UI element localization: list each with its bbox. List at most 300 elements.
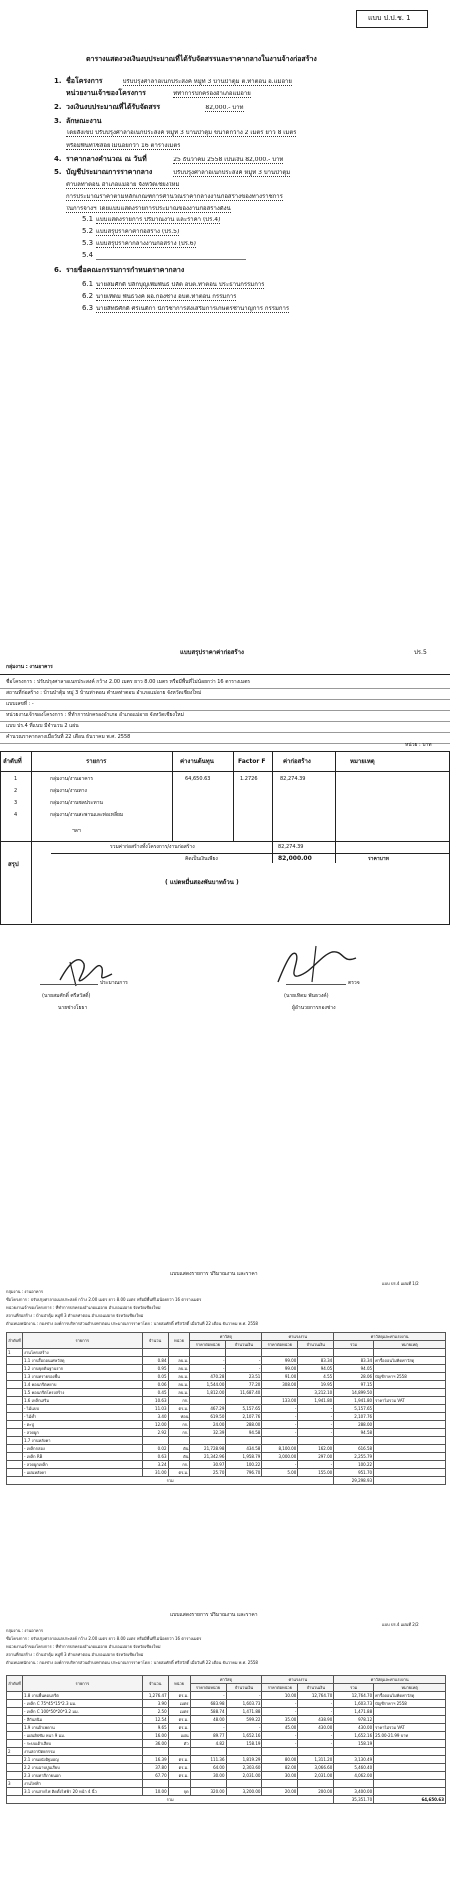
th-item: รายการ <box>86 758 107 765</box>
item-label: ชื่อโครงการ <box>66 77 103 85</box>
table-cell <box>374 1389 446 1397</box>
item-label: 5.1 <box>82 215 94 223</box>
table-cell: 0.05 <box>142 1373 168 1381</box>
table-row <box>7 1692 446 1700</box>
th-note: หมายเหตุ <box>350 758 375 765</box>
table-row <box>7 1397 446 1405</box>
table-cell: งานสถาปัตยกรรม <box>22 1748 142 1756</box>
table-cell: 83.34 <box>334 1357 374 1365</box>
table-row <box>7 1700 446 1708</box>
table-cell: 1,812.00 <box>190 1389 226 1397</box>
table-cell <box>374 1365 446 1373</box>
table-cell: 1,819.29 <box>226 1756 262 1764</box>
table-cell: 94.05 <box>334 1365 374 1373</box>
meta-line: ชื่อโครงการ : ปรับปรุงศาลาอเนกประสงค์ กว้าง 2.00 เมตร ยาว 8.00 เมตร หรือมีพื้นที่ไม่น้อยกว่า 16 ตารางเมตร <box>6 679 251 685</box>
table-cell: ตร.ม. <box>168 1756 190 1764</box>
table-row <box>7 1716 446 1724</box>
page-title: แบบแสดงรายการ ปริมาณงาน และราคา <box>170 1271 258 1277</box>
table-cell: 308.00 <box>262 1381 298 1389</box>
table-cell: ตร.ม. <box>168 1772 190 1780</box>
table-cell: 83.34 <box>298 1357 334 1365</box>
table-cell: 2.1 งานผนังอิฐมอญ <box>22 1756 142 1764</box>
table-cell <box>374 1349 446 1357</box>
table-cell: 3,212.10 <box>298 1389 334 1397</box>
table-cell: 35.00 <box>262 1716 298 1724</box>
table-cell <box>7 1732 23 1740</box>
table-cell: ลบ.ม. <box>168 1373 190 1381</box>
table-row <box>7 1429 446 1437</box>
table-cell: ตร.ม. <box>168 1692 190 1700</box>
table-cell <box>374 1748 446 1756</box>
table-header: ค่าวัสดุและค่าแรงงาน <box>334 1333 446 1341</box>
table-cell: 12.54 <box>142 1716 168 1724</box>
table-cell: - <box>298 1405 334 1413</box>
item4-sub: ฯลฯ <box>72 828 81 834</box>
table-cell: 3,200.00 <box>226 1788 262 1796</box>
table-cell <box>190 1397 226 1405</box>
table-cell <box>7 1373 23 1381</box>
table-cell: ตร.ม. <box>168 1724 190 1732</box>
table-cell: 588.74 <box>190 1708 226 1716</box>
table-cell: - <box>262 1700 298 1708</box>
table-cell: - <box>298 1700 334 1708</box>
table-cell: - เหล็กกล่อง <box>22 1445 142 1453</box>
item-value: แบบสรุปราคากลางงานก่อสร้าง (ปร.6) <box>96 241 196 247</box>
table-cell <box>7 1381 23 1389</box>
page-pr4-sheet-1 <box>0 1260 450 1545</box>
table-cell: 0.02 <box>142 1445 168 1453</box>
table-cell: 3 <box>7 1780 23 1788</box>
table-cell: 21,728.98 <box>190 1445 226 1453</box>
table-header: รายการ <box>22 1333 142 1349</box>
table-cell: ค่ารื้อถอนไม่คิดค่าวัสดุ <box>374 1357 446 1365</box>
table-cell: 2,255.79 <box>334 1453 374 1461</box>
table-cell: ตร.ม. <box>168 1405 190 1413</box>
table-cell: - <box>298 1413 334 1421</box>
table-cell: 1.6 เหล็กเสริม <box>22 1397 142 1405</box>
table-cell: 12,764.70 <box>298 1692 334 1700</box>
table-cell <box>334 1437 374 1445</box>
table-cell <box>7 1453 23 1461</box>
table-cell: 1,544.00 <box>190 1381 226 1389</box>
meta-line: แบบ ปร.4 ที่แนบ มีจำนวน 2 แผ่น <box>6 723 79 729</box>
table-cell: - ไม้ค้ำ <box>22 1413 142 1421</box>
table-cell: 796.70 <box>226 1469 262 1477</box>
meta-rule <box>0 710 450 711</box>
section-label: กลุ่มงาน : งานอาคาร <box>6 664 53 670</box>
table-cell: 12.00 <box>142 1421 168 1429</box>
table-row <box>7 1349 446 1357</box>
table-cell <box>374 1413 446 1421</box>
item-value: นายสิทธิศักดิ์ ศรีเนติกา นักวิชาการส่งเสริมการเกษตรชำนาญการ กรรมการ <box>96 306 290 312</box>
item-value: ตำบลท่าตอน อำเภอแม่อาย จังหวัดเชียงใหม่ <box>66 182 180 188</box>
item-value: แบบสรุปราคาค่าก่อสร้าง (ปร.5) <box>96 229 180 235</box>
table-cell: 1.5 คอนกรีตโครงสร้าง <box>22 1389 142 1397</box>
th-factor: Factor F <box>238 758 266 765</box>
table-cell: 94.58 <box>334 1429 374 1437</box>
table-cell: 470.28 <box>190 1373 226 1381</box>
table-row <box>7 1788 446 1796</box>
table-cell: 16.00 <box>142 1732 168 1740</box>
meta-line: กลุ่มงาน : งานอาคาร <box>6 1289 43 1294</box>
table-cell: กก. <box>168 1461 190 1469</box>
table-header: ค่าวัสดุและค่าแรงงาน <box>334 1676 446 1684</box>
table-cell: บัญชีราคาฯ 2558 <box>374 1373 446 1381</box>
table-cell: - เหล็ก C 100*50*20*3.2 มม. <box>22 1708 142 1716</box>
total-value: 35,351.70 <box>334 1796 374 1804</box>
row-name: กลุ่มงาน/งานทาง <box>50 788 87 794</box>
table-header: รวม <box>334 1684 374 1692</box>
table-cell: - สีกันสนิม <box>22 1716 142 1724</box>
item-number: 2. <box>54 103 62 111</box>
table-cell: 1,941.80 <box>334 1397 374 1405</box>
table-cell <box>7 1772 23 1780</box>
total-label: รวม <box>7 1477 334 1485</box>
table-row <box>7 1405 446 1413</box>
table-cell: กก. <box>168 1421 190 1429</box>
table-cell <box>168 1748 190 1756</box>
page-title: แบบสรุปราคาค่าก่อสร้าง <box>180 649 244 656</box>
table-cell: 14,899.50 <box>334 1389 374 1397</box>
table-cell: 30.97 <box>190 1461 226 1469</box>
meta-rule <box>0 732 450 733</box>
table-cell: 99.00 <box>262 1365 298 1373</box>
signature-left-position: นายช่างโยธา <box>58 1005 88 1011</box>
signature-right-role: ตรวจ <box>348 980 360 986</box>
table-cell: 37.80 <box>142 1764 168 1772</box>
table-cell: 1,652.16 <box>226 1732 262 1740</box>
meta-line: คำนวณราคากลางเมื่อวันที่ 22 เดือน ธันวาคม พ.ศ. 2558 <box>6 734 131 740</box>
meta-line: แบบเลขที่ : - <box>6 701 34 707</box>
table-cell: - <box>226 1724 262 1732</box>
table-cell <box>298 1748 334 1756</box>
item-value: การประมาณราคาตามหลักเกณฑ์การคำนวณราคากลางงานก่อสร้างของทางราชการ <box>66 194 283 200</box>
table-cell <box>142 1437 168 1445</box>
amount-in-words: ( แปดหมื่นสองพันบาทถ้วน ) <box>165 879 239 886</box>
form-code: แบบ ปร.4 แผ่นที่ 1/2 <box>382 1281 419 1286</box>
page-pp1-form <box>0 0 450 375</box>
table-cell <box>374 1437 446 1445</box>
table-row <box>7 1764 446 1772</box>
item-number: 4. <box>54 155 62 163</box>
table-header: จำนวน <box>142 1333 168 1349</box>
table-cell: 3.40 <box>142 1413 168 1421</box>
table-cell <box>374 1716 446 1724</box>
table-cell: - <box>262 1413 298 1421</box>
table-cell: - <box>190 1692 226 1700</box>
table-cell <box>334 1780 374 1788</box>
table-header: รวม <box>334 1341 374 1349</box>
item-value: แบบแสดงรายการ ปริมาณงาน และราคา (ปร.4) <box>96 217 221 223</box>
table-cell <box>334 1748 374 1756</box>
table-header: หมายเหตุ <box>374 1341 446 1349</box>
item-label: 6.1 <box>82 280 94 288</box>
table-cell: 162.00 <box>298 1445 334 1453</box>
item-label: 5.4 <box>82 251 94 259</box>
table-cell: 67.70 <box>142 1772 168 1780</box>
table-cell <box>374 1405 446 1413</box>
table-cell <box>142 1349 168 1357</box>
table-cell: ลบ.ม. <box>168 1357 190 1365</box>
meta-line: ตำแหน่งพนักงาน : กองช่าง องค์การบริหารส่วนตำบลท่าตอน ประมาณการราคาโดย : นายสมศักดิ์ ศรีสวัสดิ์ เมื่อวันที่ 22 เดือน ธันวาคม พ.ศ. 2558 <box>6 1660 258 1665</box>
table-cell <box>226 1748 262 1756</box>
table-cell <box>262 1437 298 1445</box>
table-cell: งานโครงสร้าง <box>22 1349 142 1357</box>
table-cell <box>168 1437 190 1445</box>
table-cell: - <box>298 1421 334 1429</box>
table-cell: 438.90 <box>298 1716 334 1724</box>
table-cell <box>7 1708 23 1716</box>
table-cell: - ลวดผูกเหล็ก <box>22 1461 142 1469</box>
table-header: ลำดับที่ <box>7 1333 23 1349</box>
table-cell: 2.50 <box>142 1708 168 1716</box>
meta-line: ชื่อโครงการ : ปรับปรุงศาลาอเนกประสงค์ กว้าง 2.00 เมตร ยาว 8.00 เมตร หรือมีพื้นที่ไม่น้อยกว่า 16 ตารางเมตร <box>6 1636 202 1641</box>
table-cell <box>7 1469 23 1477</box>
table-cell: จุด <box>168 1788 190 1796</box>
table-cell <box>374 1429 446 1437</box>
table-cell: 1,471.88 <box>226 1708 262 1716</box>
meta-line: หน่วยงานเจ้าของโครงการ : ที่ทำการปกครองอำเภอแม่อาย อำเภอแม่อาย จังหวัดเชียงใหม่ <box>6 1644 161 1649</box>
item-blank-line <box>96 259 246 260</box>
table-cell <box>7 1397 23 1405</box>
table-cell: 28.06 <box>334 1373 374 1381</box>
th-no: ลำดับที่ <box>3 758 22 765</box>
item-label: 5.2 <box>82 227 94 235</box>
row-factor: 1.2726 <box>240 776 258 782</box>
table-cell: 2.92 <box>142 1429 168 1437</box>
item-label: รายชื่อคณะกรรมการกำหนดราคากลาง <box>66 266 185 274</box>
row-cost: 64,650.63 <box>185 776 211 782</box>
item-value: หรือมีพื้นที่ใช้สอยไม่น้อยกว่า 16 ตารางเมตร <box>66 143 181 149</box>
table-header: จำนวนเงิน <box>298 1341 334 1349</box>
table-header: ลำดับที่ <box>7 1676 23 1692</box>
table-cell: - <box>298 1732 334 1740</box>
row-no: 2 <box>14 788 18 794</box>
table-cell: 158.19 <box>226 1740 262 1748</box>
table-cell <box>334 1349 374 1357</box>
table-cell: 4.55 <box>298 1373 334 1381</box>
table-cell: 48.00 <box>190 1716 226 1724</box>
table-cell: 978.12 <box>334 1716 374 1724</box>
table-cell: ลบ.ม. <box>168 1381 190 1389</box>
table-cell <box>262 1349 298 1357</box>
item-value: 82,000.- บาท <box>205 105 244 111</box>
table-cell: 12,764.70 <box>334 1692 374 1700</box>
table-cell: - <box>298 1461 334 1469</box>
item-label: บัญชีประมาณการราคากลาง <box>66 168 153 176</box>
table-cell: - <box>262 1421 298 1429</box>
table-cell: - เหล็ก C 75*45*15*2.3 มม. <box>22 1700 142 1708</box>
row-name: กลุ่มงาน/งานอาคาร <box>50 776 94 782</box>
item-number: 6. <box>54 266 62 274</box>
item-value: ที่ทำการปกครองอำเภอแม่อาย <box>173 91 251 97</box>
table-header: หน่วย <box>168 1676 190 1692</box>
table-cell: 4.82 <box>190 1740 226 1748</box>
table-cell: 2,107.76 <box>334 1413 374 1421</box>
grand-total <box>374 1477 446 1485</box>
table-cell: ตร.ม. <box>168 1764 190 1772</box>
form-code: แบบ ป.ป.ช. 1 <box>368 14 411 22</box>
table-cell: ท่อน <box>168 1413 190 1421</box>
sum-label-rounded: คิดเป็นเงินเพียง <box>185 856 218 862</box>
table-cell <box>298 1437 334 1445</box>
table-cell: 25.70 <box>190 1469 226 1477</box>
table-cell: - <box>262 1740 298 1748</box>
item-value: 25 ธันวาคม 2558 เป็นเงิน 82,000.- บาท <box>173 157 284 163</box>
table-header: ค่าวัสดุ <box>190 1333 262 1341</box>
grand-total: 64,650.63 <box>374 1796 446 1804</box>
item-value: นายสมศักดิ์ ปลิกบุญเพิ่มพันธ์ ปลัด อบต.ท่าตอน ประธานกรรมการ <box>96 282 265 288</box>
table-cell: 45.00 <box>262 1724 298 1732</box>
table-cell: 1.9 งานฝ้าเพดาน <box>22 1724 142 1732</box>
table-cell <box>7 1716 23 1724</box>
page-pr5-summary <box>0 620 450 1060</box>
table-row <box>7 1389 446 1397</box>
table-header: ค่าวัสดุ <box>190 1676 262 1684</box>
page-pr4-sheet-2 <box>0 1599 450 1901</box>
table-cell: - <box>298 1429 334 1437</box>
table-cell <box>262 1780 298 1788</box>
table-cell <box>374 1445 446 1453</box>
table-cell: 94.58 <box>226 1429 262 1437</box>
signature-right-position: ผู้อำนวยการกองช่าง <box>292 1005 336 1011</box>
item-number: 1. <box>54 77 62 85</box>
table-cell <box>298 1780 334 1788</box>
table-cell: 21,342.96 <box>190 1453 226 1461</box>
table-cell <box>374 1381 446 1389</box>
table-cell: 599.22 <box>226 1716 262 1724</box>
table-cell <box>374 1453 446 1461</box>
table-cell: ตัว <box>168 1740 190 1748</box>
table-cell <box>7 1461 23 1469</box>
meta-line: สถานที่ก่อสร้าง : บ้านป่าตุ้ม หมู่ 3 บ้านท่าตอน ตำบลท่าตอน อำเภอแม่อาย จังหวัดเชียงใหม่ <box>6 690 202 696</box>
table-cell: 1.8 งานพื้นคอนกรีต <box>22 1692 142 1700</box>
item-number: 5. <box>54 168 62 176</box>
table-cell: - <box>262 1708 298 1716</box>
table-header: ราคาต่อหน่วย <box>190 1684 226 1692</box>
table-cell: ราคาไม่รวม VAT <box>374 1724 446 1732</box>
table-cell: 2,303.60 <box>226 1764 262 1772</box>
table-cell: แผ่น <box>168 1732 190 1740</box>
signature-right-name: (นายเทิดม พันธวงค์) <box>284 993 329 999</box>
table-row <box>7 1708 446 1716</box>
table-header: ค่าแรงงาน <box>262 1333 334 1341</box>
table-header: หน่วย <box>168 1333 190 1349</box>
table-cell <box>190 1437 226 1445</box>
table-cell: 82.00 <box>262 1764 298 1772</box>
table-cell: 683.98 <box>190 1700 226 1708</box>
table-cell: 11.03 <box>142 1405 168 1413</box>
table-cell <box>7 1437 23 1445</box>
table-cell: กก. <box>168 1429 190 1437</box>
table-cell: 2,031.00 <box>226 1772 262 1780</box>
table-cell: 8,100.00 <box>262 1445 298 1453</box>
meta-rule <box>0 721 450 722</box>
item-label: ลักษณะงาน <box>66 117 102 125</box>
table-cell <box>298 1349 334 1357</box>
table-cell: ลบ.ม. <box>168 1389 190 1397</box>
meta-line: ตำแหน่งพนักงาน : กองช่าง องค์การบริหารส่วนตำบลท่าตอน ประมาณการราคาโดย : นายสมศักดิ์ ศรีสวัสดิ์ เมื่อวันที่ 22 เดือน ธันวาคม พ.ศ. 2558 <box>6 1321 258 1326</box>
table-cell: 3,000.00 <box>262 1453 298 1461</box>
table-cell: 100.22 <box>334 1461 374 1469</box>
table-row <box>7 1461 446 1469</box>
table-cell: - ไม้แบบ <box>22 1405 142 1413</box>
table-cell: 616.58 <box>334 1445 374 1453</box>
table-cell <box>190 1748 226 1756</box>
table-row <box>7 1740 446 1748</box>
table-header: จำนวนเงิน <box>298 1684 334 1692</box>
quantity-price-table <box>6 1332 446 1485</box>
table-cell <box>7 1429 23 1437</box>
item-label: 5.3 <box>82 239 94 247</box>
table-cell: 2,031.00 <box>298 1772 334 1780</box>
item-value: ปรับปรุงศาลาอเนกประสงค์ หมู่ที่ 3 บ้านป่าตุ้ม <box>173 170 291 176</box>
table-cell: 2,107.76 <box>226 1413 262 1421</box>
table-cell: - แผ่นยิปซัม หนา 9 มม. <box>22 1732 142 1740</box>
table-cell: 5.00 <box>262 1469 298 1477</box>
table-cell <box>374 1740 446 1748</box>
table-row <box>7 1373 446 1381</box>
table-cell: ค่ารื้อถอนไม่คิดค่าวัสดุ <box>374 1692 446 1700</box>
total-value: 29,298.93 <box>334 1477 374 1485</box>
table-cell: ตัน <box>168 1453 190 1461</box>
meta-rule <box>0 743 450 744</box>
table-cell: เมตร <box>168 1700 190 1708</box>
table-cell <box>190 1780 226 1788</box>
table-cell <box>262 1748 298 1756</box>
sum-value-rounded: 82,000.00 <box>278 855 312 862</box>
form-code: ปร.5 <box>414 649 427 656</box>
table-header: ราคาต่อหน่วย <box>262 1341 298 1349</box>
item-value: โดยสังเขป ปรับปรุงศาลาอเนกประสงค์ หมู่ที่ 3 บ้านป่าตุ้ม ขนาดกว้าง 2 เมตร ยาว 8 เมตร <box>66 130 297 136</box>
table-cell <box>374 1756 446 1764</box>
table-cell: 1.3 งานทรายรองพื้น <box>22 1373 142 1381</box>
table-cell: 10.00 <box>142 1788 168 1796</box>
table-cell: ตร.ม. <box>168 1716 190 1724</box>
table-cell: 94.05 <box>298 1365 334 1373</box>
meta-line: หน่วยงานเจ้าของโครงการ : ที่ทำการปกครองอำเภอแม่อาย อำเภอแม่อาย จังหวัดเชียงใหม่ <box>6 1305 161 1310</box>
table-row <box>7 1381 446 1389</box>
table-cell: - <box>190 1724 226 1732</box>
table-header: ราคาต่อหน่วย <box>262 1684 298 1692</box>
table-cell: - <box>226 1692 262 1700</box>
table-cell: 434.58 <box>226 1445 262 1453</box>
table-row <box>7 1437 446 1445</box>
item-label: 6.2 <box>82 292 94 300</box>
table-cell: 97.15 <box>334 1381 374 1389</box>
row-total: 82,274.39 <box>280 776 306 782</box>
table-row <box>7 1772 446 1780</box>
table-header: จำนวนเงิน <box>226 1341 262 1349</box>
table-cell: - <box>226 1365 262 1373</box>
table-cell: 0.45 <box>142 1389 168 1397</box>
table-cell <box>142 1748 168 1756</box>
meta-line: สถานที่ก่อสร้าง : บ้านป่าตุ้ม หมู่ที่ 3 ตำบลท่าตอน อำเภอแม่อาย จังหวัดเชียงใหม่ <box>6 1313 144 1318</box>
table-cell <box>168 1349 190 1357</box>
table-cell <box>168 1780 190 1788</box>
summary-label: สรุป <box>8 861 19 868</box>
table-cell: 64.00 <box>190 1764 226 1772</box>
table-cell <box>7 1724 23 1732</box>
signature-left-role: ประมาณการ <box>100 980 128 986</box>
sum-note-rounded: ราคาบาท <box>368 856 389 862</box>
table-cell: 951.70 <box>334 1469 374 1477</box>
table-cell <box>7 1357 23 1365</box>
table-cell: 23.51 <box>226 1373 262 1381</box>
item-label: วงเงินงบประมาณที่ได้รับจัดสรร <box>66 103 161 111</box>
row-no: 1 <box>14 776 18 782</box>
table-cell: 3,130.49 <box>334 1756 374 1764</box>
